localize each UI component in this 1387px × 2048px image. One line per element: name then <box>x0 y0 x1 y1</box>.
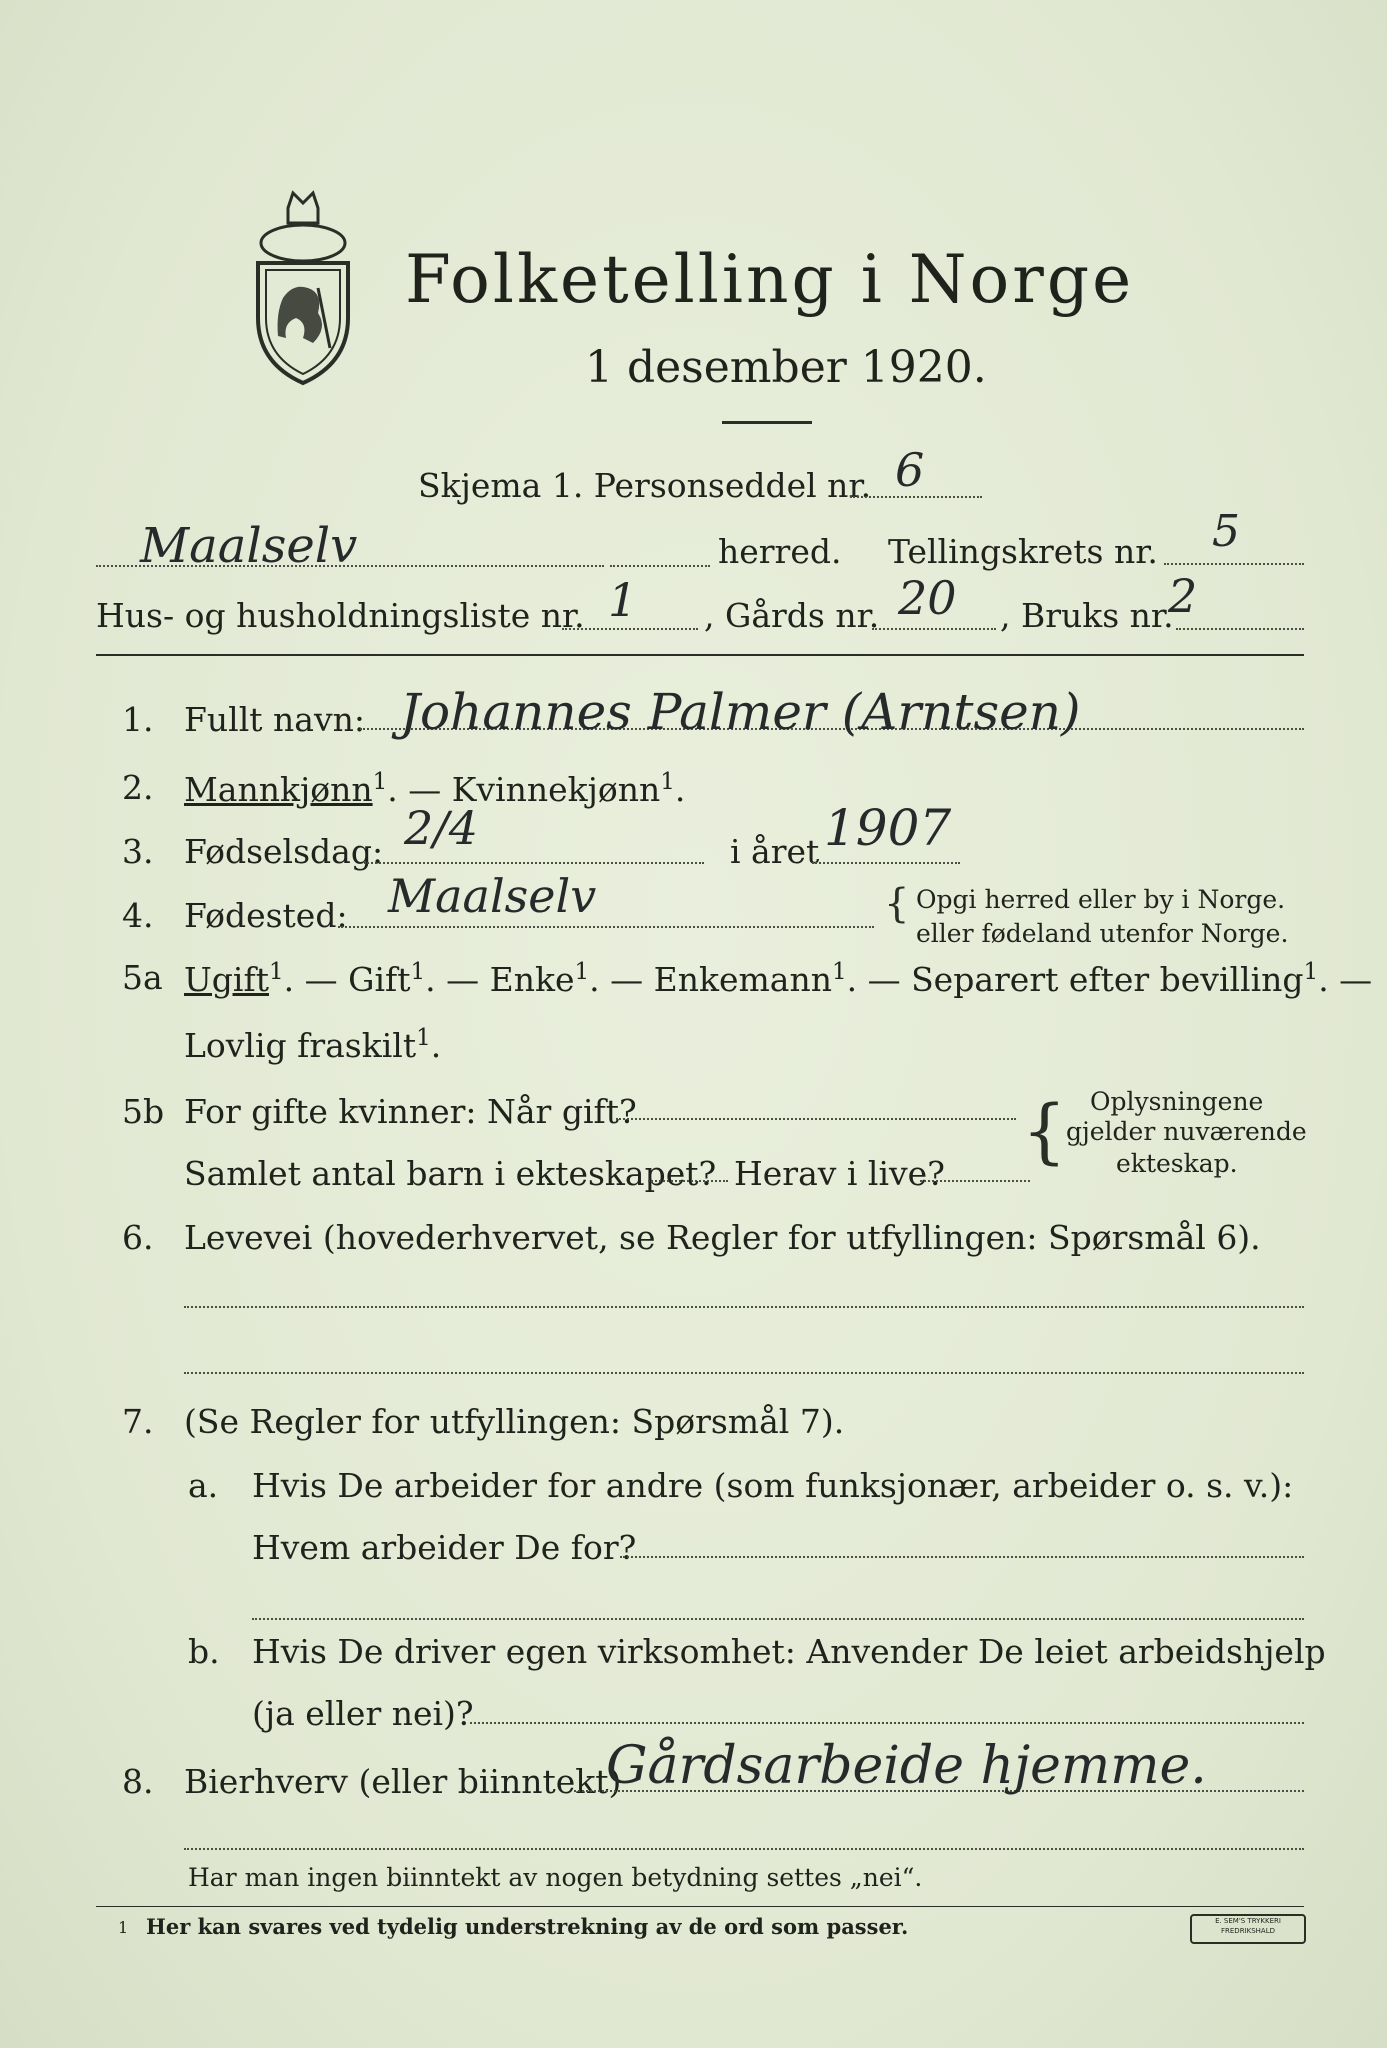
q4-label: Fødested: <box>184 896 348 935</box>
q7-number: 7. <box>122 1402 154 1441</box>
footer-note: Har man ingen biinntekt av nogen betydning settes „nei“. <box>188 1863 923 1892</box>
q7a-line-1: Hvis De arbeider for andre (som funksjonær, arbeider o. s. v.): <box>252 1466 1294 1505</box>
herred-line-2 <box>610 565 710 567</box>
census-date: 1 desember 1920. <box>585 342 987 393</box>
q7a-line-2: Hvem arbeider De for? <box>252 1528 637 1567</box>
bruks-label: , Bruks nr. <box>1000 596 1174 635</box>
q5b-note-3: ekteskap. <box>1116 1149 1238 1178</box>
hired-help-line <box>470 1722 1304 1724</box>
header-rule <box>96 654 1304 656</box>
year-line <box>812 862 960 864</box>
bruks-number[interactable]: 2 <box>1168 569 1198 623</box>
footnote-ref: 1 <box>660 769 675 795</box>
footnote-mark: 1 <box>118 1918 129 1937</box>
q5b-label-2: Samlet antal barn i ekteskapet? <box>184 1154 717 1193</box>
sep-dot: . <box>387 770 398 809</box>
q8-number: 8. <box>122 1762 154 1801</box>
gift-option[interactable]: Gift <box>348 960 411 999</box>
marital-options <box>184 958 1372 1000</box>
coat-of-arms-icon <box>248 188 358 388</box>
hus-line <box>562 628 698 630</box>
occupation-line-1 <box>184 1306 1304 1308</box>
q5b-note-2: gjelder nuværende <box>1066 1117 1307 1146</box>
sep-dot: . <box>674 770 686 809</box>
female-option[interactable]: Kvinnekjønn <box>451 770 661 809</box>
personseddel-number[interactable]: 6 <box>895 443 925 497</box>
printer-stamp <box>1190 1914 1306 1944</box>
q5b-label-3: Herav i live? <box>734 1154 945 1193</box>
birthday-line <box>364 862 704 864</box>
q7b-line-2: (ja eller nei)? <box>252 1694 474 1733</box>
q3-number: 3. <box>122 832 154 871</box>
footnote-ref: 1 <box>410 959 426 985</box>
printer-name: E. SEM'S TRYKKERI <box>1215 1917 1281 1925</box>
herred-value[interactable]: Maalselv <box>140 518 358 574</box>
footnote-ref: 1 <box>268 959 284 985</box>
footnote-ref: 1 <box>831 959 847 985</box>
sep: . — <box>846 960 901 999</box>
q3-label: Fødselsdag: <box>184 832 384 871</box>
occupation-line-2 <box>184 1372 1304 1374</box>
employer-line <box>620 1556 1304 1558</box>
enke-option[interactable]: Enke <box>489 960 575 999</box>
sep: . — <box>425 960 480 999</box>
q2-number: 2. <box>122 768 154 807</box>
q5b-number: 5b <box>122 1092 165 1131</box>
q5a-number: 5a <box>122 958 163 997</box>
q7b-line-1: Hvis De driver egen virksomhet: Anvender De leiet arbeidshjelp <box>252 1632 1326 1671</box>
bleed-through <box>300 110 308 138</box>
married-when-line <box>616 1118 1016 1120</box>
birthday-value[interactable]: 2/4 <box>404 801 479 855</box>
tellingskrets-line <box>1164 563 1304 565</box>
printer-city: FREDRIKSHALD <box>1220 1927 1275 1935</box>
enkemann-option[interactable]: Enkemann <box>653 960 832 999</box>
q7-label: (Se Regler for utfyllingen: Spørsmål 7). <box>184 1402 845 1441</box>
q5b-label-1: For gifte kvinner: Når gift? <box>184 1092 637 1131</box>
q4-number: 4. <box>122 896 154 935</box>
q5b-note-1: Oplysningene <box>1090 1087 1264 1116</box>
separert-option[interactable]: Separert efter bevilling <box>911 960 1304 999</box>
birth-year-value[interactable]: 1907 <box>824 799 952 857</box>
birthplace-line <box>338 926 874 928</box>
tellingskrets-number[interactable]: 5 <box>1212 506 1240 557</box>
q6-number: 6. <box>122 1218 154 1257</box>
q6-label: Levevei (hovederhvervet, se Regler for utfyllingen: Spørsmål 6). <box>184 1218 1261 1257</box>
fraskilt-row: Lovlig fraskilt$^1$. <box>184 1025 442 1065</box>
form-title: Folketelling i Norge <box>405 241 1135 318</box>
full-name-value[interactable]: Johannes Palmer (Arntsen) <box>400 683 1081 741</box>
q7b-letter: b. <box>188 1632 220 1671</box>
tellingskrets-label: Tellingskrets nr. <box>888 532 1158 571</box>
footnote-text: Her kan svares ved tydelig understrekning av de ord som passer. <box>146 1914 909 1939</box>
footnote-ref: 1 <box>1303 959 1319 985</box>
gards-label: , Gårds nr. <box>704 596 880 635</box>
gards-line <box>872 628 996 630</box>
herred-line <box>96 565 604 567</box>
male-option[interactable]: Mannkjønn <box>184 770 373 809</box>
herred-label: herred. <box>718 532 842 571</box>
side-income-line-2 <box>184 1848 1304 1850</box>
fraskilt-option[interactable]: Lovlig fraskilt <box>184 1026 417 1065</box>
year-label: i året <box>730 832 820 871</box>
footer-rule <box>96 1906 1304 1907</box>
sep: . — <box>589 960 644 999</box>
q4-note-1: Opgi herred eller by i Norge. <box>916 885 1286 914</box>
footnote-ref: 1 <box>574 959 590 985</box>
footnote-ref: 1 <box>416 1025 431 1051</box>
q4-note-2: eller fødeland utenfor Norge. <box>916 919 1289 948</box>
q1-number: 1. <box>122 700 154 739</box>
sep: . — <box>1318 960 1373 999</box>
gards-number[interactable]: 20 <box>898 571 957 625</box>
hus-number[interactable]: 1 <box>608 573 638 627</box>
title-divider <box>722 421 812 424</box>
alive-line <box>920 1180 1030 1182</box>
q4-brace: { <box>884 881 910 927</box>
q5b-brace: { <box>1022 1090 1067 1172</box>
sep-dash: — <box>408 770 442 809</box>
ugift-option[interactable]: Ugift <box>184 960 269 999</box>
hus-label: Hus- og husholdningsliste nr. <box>96 596 585 635</box>
bruks-line <box>1176 628 1304 630</box>
schema-label: Skjema 1. Personseddel nr. <box>418 466 872 505</box>
birthplace-value[interactable]: Maalselv <box>388 869 597 923</box>
q7a-letter: a. <box>188 1466 219 1505</box>
q8-label: Bierhverv (eller biinntekt) <box>184 1762 622 1801</box>
footnote-ref: 1 <box>372 769 388 795</box>
employer-line-2 <box>252 1618 1304 1620</box>
sep: . — <box>283 960 338 999</box>
children-line <box>648 1180 728 1182</box>
side-income-value[interactable]: Gårdsarbeide hjemme. <box>606 1736 1207 1796</box>
q1-label: Fullt navn: <box>184 700 365 739</box>
